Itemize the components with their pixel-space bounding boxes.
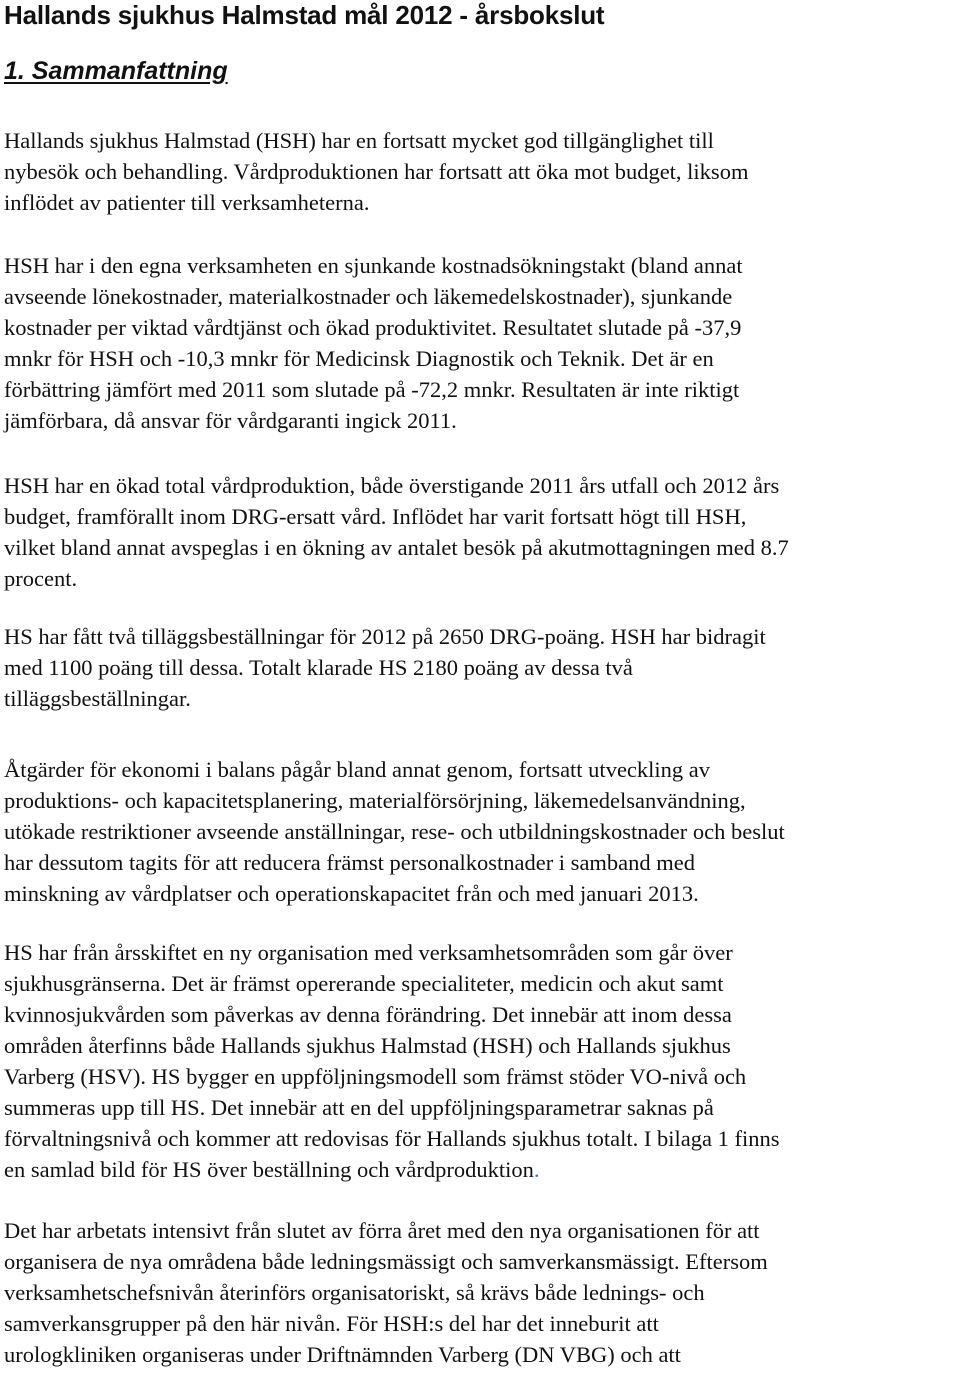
- document-title: Hallands sjukhus Halmstad mål 2012 - årsbokslut: [4, 0, 605, 30]
- paragraph-line: kostnader per viktad vårdtjänst och ökad produktivitet. Resultatet slutade på -37,9: [4, 315, 742, 340]
- paragraph-line: urologkliniken organiseras under Driftnämnden Varberg (DN VBG) och att: [4, 1342, 681, 1367]
- paragraph-line: [4, 1154, 960, 1185]
- paragraph-line: verksamhetschefsnivån återinförs organisatoriskt, så krävs både lednings- och: [4, 1280, 705, 1305]
- trailing-period: .: [533, 1157, 540, 1182]
- paragraph-line: produktions- och kapacitetsplanering, materialförsörjning, läkemedelsanvändning,: [4, 788, 746, 813]
- paragraph-line: HS har från årsskiftet en ny organisation med verksamhetsområden som går över: [4, 940, 733, 965]
- paragraph-line: samverkansgrupper på den här nivån. För HSH:s del har det inneburit att: [4, 1311, 659, 1336]
- paragraph-line: områden återfinns både Hallands sjukhus Halmstad (HSH) och Hallands sjukhus: [4, 1033, 731, 1058]
- paragraph-line: tilläggsbeställningar.: [4, 686, 191, 711]
- paragraph-line: organisera de nya områdena både ledningsmässigt och samverkansmässigt. Eftersom: [4, 1249, 768, 1274]
- paragraph-line: HS har fått två tilläggsbeställningar för 2012 på 2650 DRG-poäng. HSH har bidragit: [4, 624, 766, 649]
- paragraph-line: mnkr för HSH och -10,3 mnkr för Medicinsk Diagnostik och Teknik. Det är en: [4, 346, 714, 371]
- paragraph-line: kvinnosjukvården som påverkas av denna förändring. Det innebär att inom dessa: [4, 1002, 732, 1027]
- paragraph-line: summeras upp till HS. Det innebär att en del uppföljningsparametrar saknas på: [4, 1095, 714, 1120]
- paragraph-line-text: en samlad bild för HS över beställning och vårdproduktion: [4, 1157, 534, 1182]
- paragraph-3: [4, 470, 960, 594]
- paragraph-1: [4, 125, 960, 218]
- paragraph-line: jämförbara, då ansvar för vårdgaranti ingick 2011.: [4, 408, 457, 433]
- paragraph-line: Varberg (HSV). HS bygger en uppföljningsmodell som främst stöder VO-nivå och: [4, 1064, 747, 1089]
- paragraph-line: sjukhusgränserna. Det är främst opererande specialiteter, medicin och akut samt: [4, 971, 724, 996]
- paragraph-line: nybesök och behandling. Vårdproduktionen har fortsatt att öka mot budget, liksom: [4, 159, 749, 184]
- paragraph-line: vilket bland annat avspeglas i en ökning av antalet besök på akutmottagningen med 8.7: [4, 535, 789, 560]
- paragraph-2: [4, 250, 960, 436]
- paragraph-5: [4, 754, 960, 909]
- paragraph-line: har dessutom tagits för att reducera främst personalkostnader i samband med: [4, 850, 696, 875]
- paragraph-line: budget, framförallt inom DRG-ersatt vård. Inflödet har varit fortsatt högt till HSH,: [4, 504, 747, 529]
- paragraph-line: procent.: [4, 566, 78, 591]
- paragraph-line: med 1100 poäng till dessa. Totalt klarade HS 2180 poäng av dessa två: [4, 655, 633, 680]
- paragraph-4: [4, 621, 960, 714]
- paragraph-line: förvaltningsnivå och kommer att redovisas för Hallands sjukhus totalt. I bilaga 1 finns: [4, 1126, 780, 1151]
- paragraph-6: [4, 937, 960, 1185]
- paragraph-line: Det har arbetats intensivt från slutet av förra året med den nya organisationen för att: [4, 1218, 760, 1243]
- paragraph-line: avseende lönekostnader, materialkostnader och läkemedelskostnader), sjunkande: [4, 284, 733, 309]
- paragraph-line: Hallands sjukhus Halmstad (HSH) har en fortsatt mycket god tillgänglighet till: [4, 128, 714, 153]
- paragraph-line: utökade restriktioner avseende anställningar, rese- och utbildningskostnader och beslut: [4, 819, 785, 844]
- paragraph-line: Åtgärder för ekonomi i balans pågår bland annat genom, fortsatt utveckling av: [4, 757, 711, 782]
- paragraph-7: [4, 1215, 960, 1370]
- paragraph-line: förbättring jämfört med 2011 som slutade på -72,2 mnkr. Resultaten är inte riktigt: [4, 377, 740, 402]
- paragraph-line: HSH har i den egna verksamheten en sjunkande kostnadsökningstakt (bland annat: [4, 253, 743, 278]
- paragraph-line: minskning av vårdplatser och operationskapacitet från och med januari 2013.: [4, 881, 699, 906]
- paragraph-line: HSH har en ökad total vårdproduktion, både överstigande 2011 års utfall och 2012 års: [4, 473, 780, 498]
- paragraph-line: inflödet av patienter till verksamheterna.: [4, 190, 370, 215]
- section-heading-sammanfattning: 1. Sammanfattning: [4, 57, 228, 85]
